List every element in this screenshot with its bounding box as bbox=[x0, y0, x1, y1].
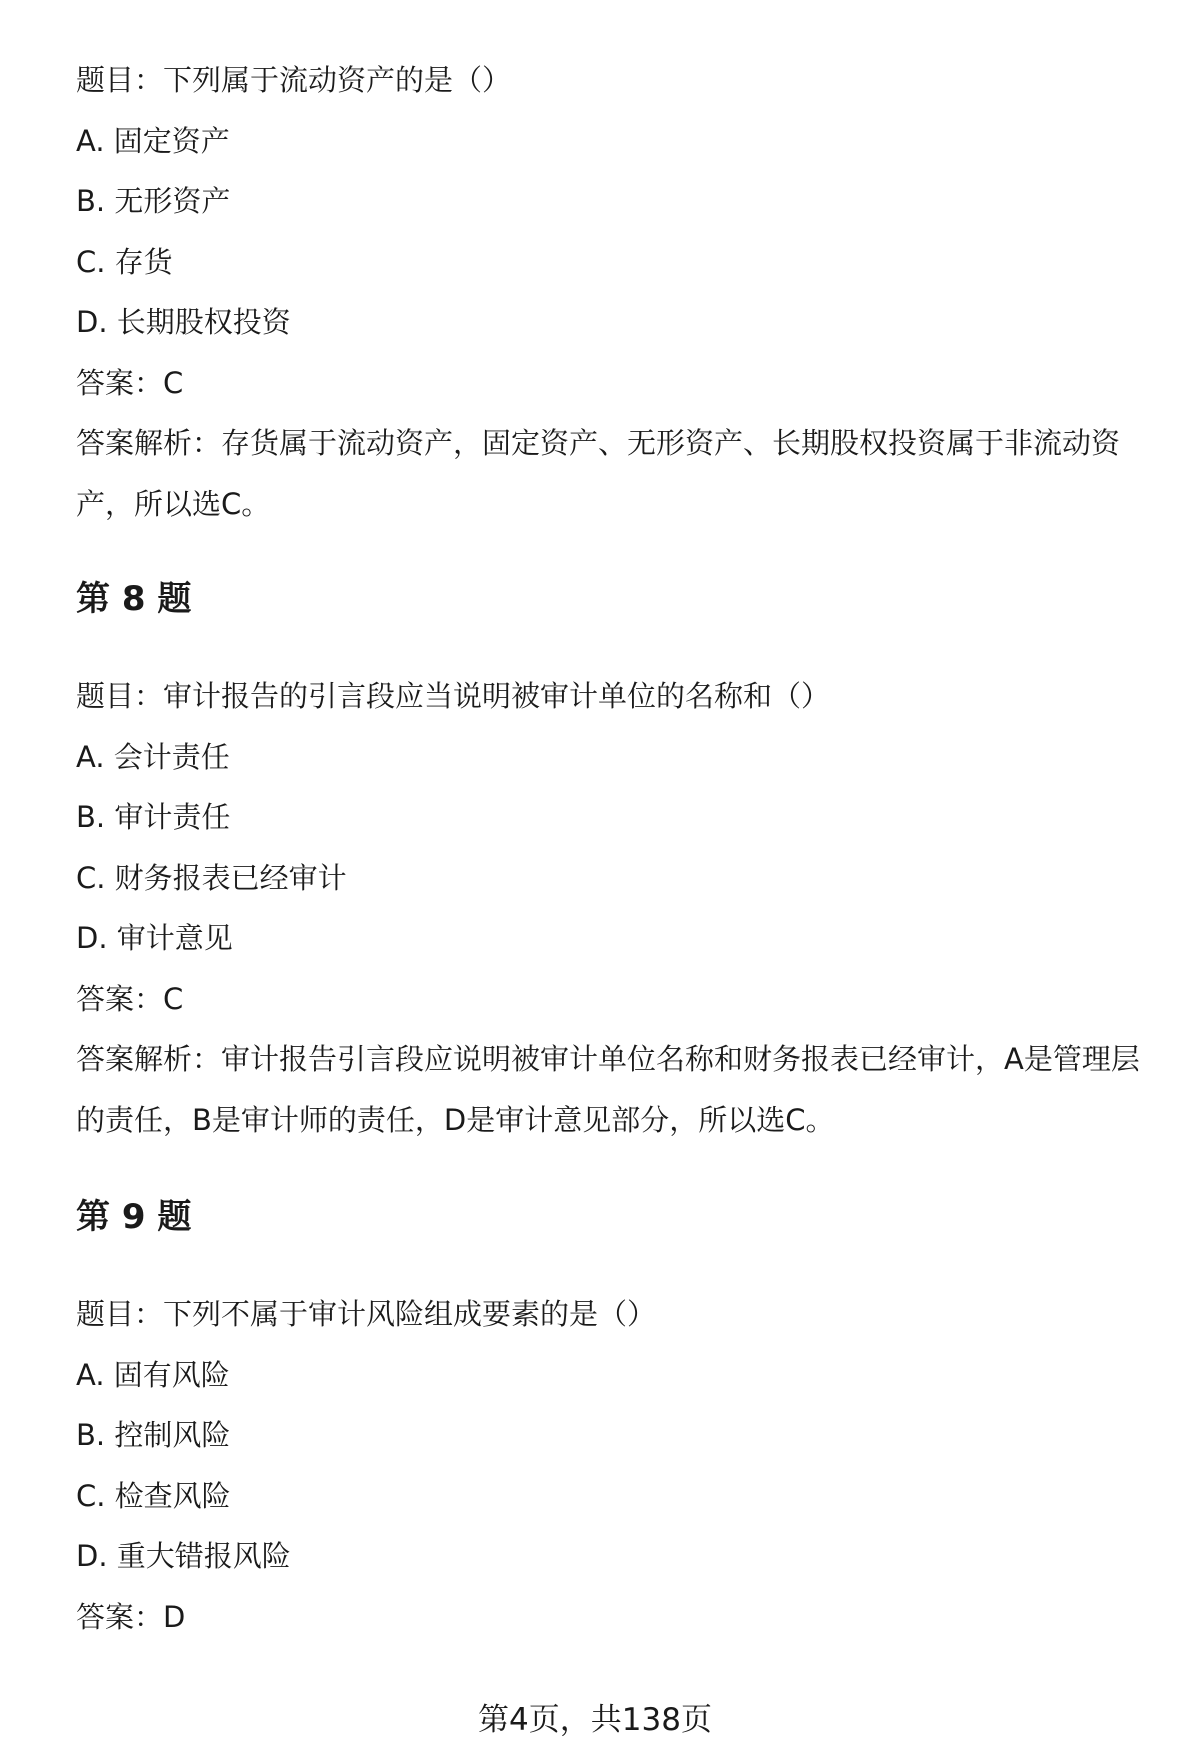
document-page bbox=[76, 50, 1166, 1647]
question-stem: 题目：审计报告的引言段应当说明被审计单位的名称和（） bbox=[76, 679, 831, 713]
page-number: 第4页，共138页 bbox=[478, 1702, 712, 1738]
question-heading-9: 第 9 题 bbox=[76, 1197, 192, 1237]
option-b: B. 审计责任 bbox=[76, 800, 231, 834]
answer: 答案：D bbox=[76, 1599, 186, 1634]
option-c: C. 存货 bbox=[76, 244, 173, 279]
question-8 bbox=[76, 666, 1166, 1150]
answer: 答案：C bbox=[76, 365, 184, 400]
option-d: D. 审计意见 bbox=[76, 921, 233, 955]
question-9 bbox=[76, 1284, 1166, 1647]
option-d: D. 长期股权投资 bbox=[76, 305, 291, 339]
option-d: D. 重大错报风险 bbox=[76, 1539, 291, 1573]
question-7 bbox=[76, 50, 1166, 534]
option-a: A. 固有风险 bbox=[76, 1357, 230, 1392]
question-heading-8: 第 8 题 bbox=[76, 579, 192, 619]
option-c: C. 财务报表已经审计 bbox=[76, 860, 347, 895]
answer-explanation: 答案解析：审计报告引言段应说明被审计单位名称和财务报表已经审计，A是管理层的责任，B是审计师的责任，D是审计意见部分，所以选C。 bbox=[76, 1042, 1140, 1137]
option-b: B. 无形资产 bbox=[76, 184, 231, 218]
option-a: A. 会计责任 bbox=[76, 739, 230, 774]
option-a: A. 固定资产 bbox=[76, 123, 230, 158]
answer: 答案：C bbox=[76, 981, 184, 1016]
question-stem: 题目：下列属于流动资产的是（） bbox=[76, 63, 512, 97]
answer-explanation: 答案解析：存货属于流动资产，固定资产、无形资产、长期股权投资属于非流动资产，所以选C。 bbox=[76, 426, 1121, 521]
option-b: B. 控制风险 bbox=[76, 1418, 231, 1452]
option-c: C. 检查风险 bbox=[76, 1478, 231, 1513]
question-stem: 题目：下列不属于审计风险组成要素的是（） bbox=[76, 1297, 657, 1331]
